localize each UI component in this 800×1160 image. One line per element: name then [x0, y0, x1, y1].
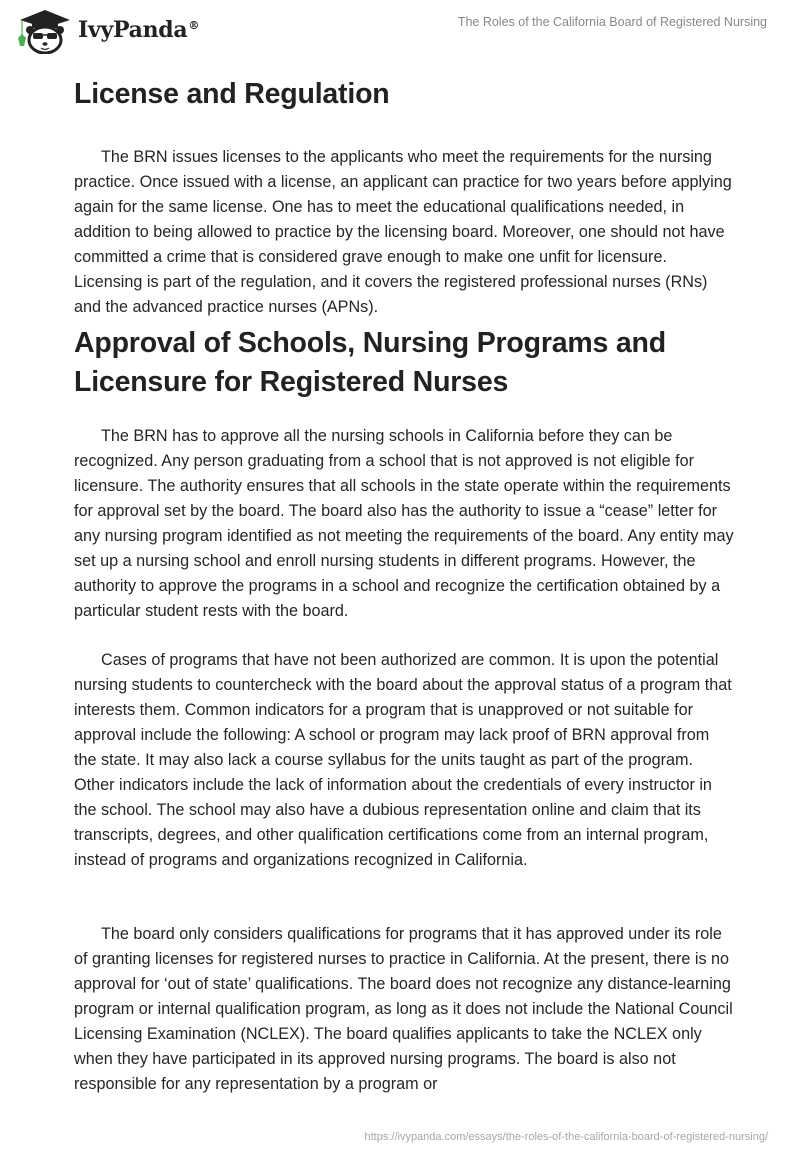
source-url-link[interactable]: https://ivypanda.com/essays/the-roles-of-the-california-board-of-registered-nursing/ [364, 1131, 768, 1143]
panda-graduate-icon [16, 6, 74, 54]
section-heading-approval: Approval of Schools, Nursing Programs and Licensure for Registered Nurses [74, 327, 666, 398]
paragraph: The board only considers qualifications for programs that it has approved under its role of granting licenses for registered nurses to practice in California. At the present, there is no approval for ‘out of state’ qualifications. The board does not recognize any distance-learning program or internal qualification program, as long as it does not include the National Council Licensing Examination (NCLEX). The board qualifies applicants to take the NCLEX only when they have participated in its approved nursing programs. The board is also not responsible for any representation by a program or [74, 925, 733, 1093]
ivypanda-logo[interactable] [16, 6, 199, 54]
document-title: The Roles of the California Board of Registered Nursing [457, 15, 767, 29]
paragraph: Cases of programs that have not been authorized are common. It is upon the potential nursing students to countercheck with the board about the approval status of a program that interests them. Common indicators for a program that is unapproved or not suitable for approval include the following: A school or program may lack proof of BRN approval from the state. It may also lack a course syllabus for the units taught as part of the program. Other indicators include the lack of information about the credentials of every instructor in the school. The school may also have a dubious representation online and claim that its transcripts, degrees, and other qualification certifications come from an internal program, instead of programs and organizations recognized in California. [74, 651, 732, 869]
page-header [0, 0, 800, 60]
section-heading-license: License and Regulation [74, 78, 390, 110]
paragraph: The BRN issues licenses to the applicants who meet the requirements for the nursing practice. Once issued with a license, an applicant can practice for two years before applying again for the same license. One has to meet the educational qualifications needed, in addition to being allowed to practice by the licensing board. Moreover, one should not have committed a crime that is considered grave enough to make one unfit for licensure. Licensing is part of the regulation, and it covers the registered professional nurses (RNs) and the advanced practice nurses (APNs). [74, 148, 732, 316]
brand-name: IvyPanda® [78, 17, 200, 43]
paragraph: The BRN has to approve all the nursing schools in California before they can be recognized. Any person graduating from a school that is not approved is not eligible for licensure. The authority ensures that all schools in the state operate within the requirements for approval set by the board. The board also has the authority to issue a “cease” letter for any nursing program identified as not meeting the requirements of the board. Any entity may set up a nursing school and enroll nursing students in different programs. However, the authority to approve the programs in a school and recognize the certification obtained by a particular student rests with the board. [74, 427, 734, 620]
